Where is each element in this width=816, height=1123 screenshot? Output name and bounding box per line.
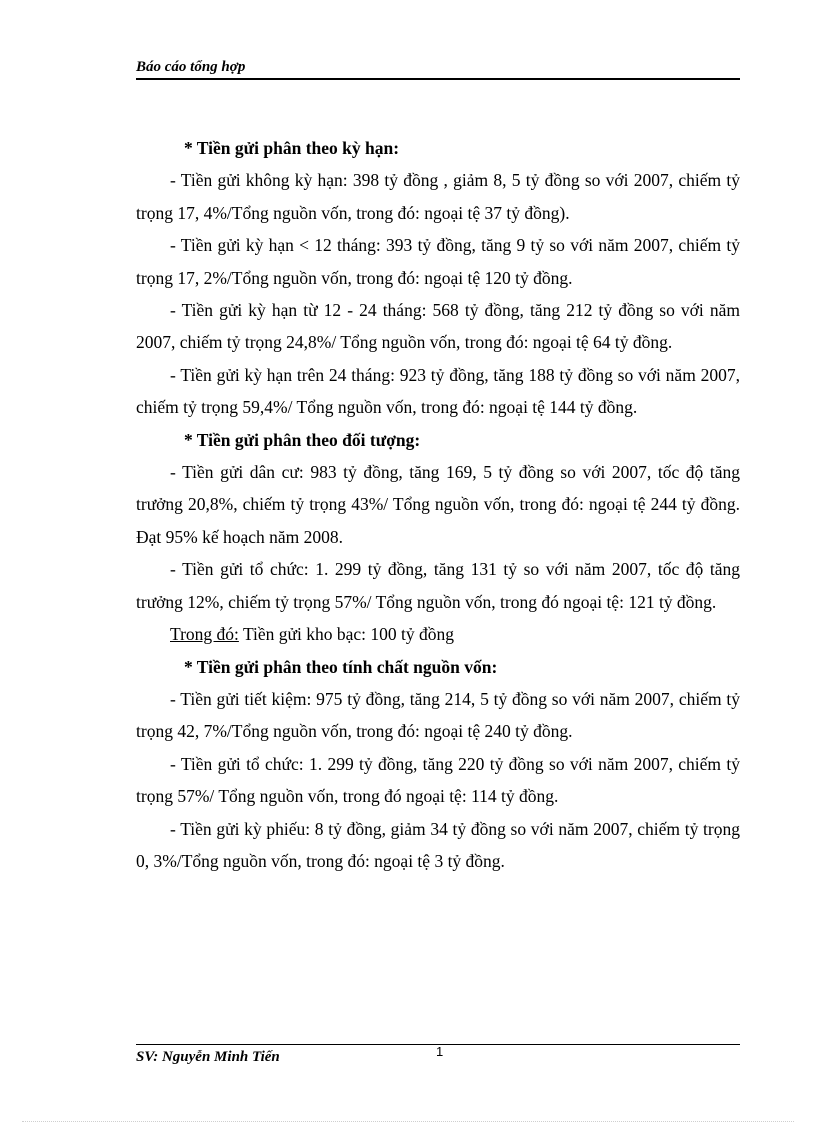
treasury-note-label: Trong đó: bbox=[170, 624, 239, 645]
paragraph-12-24-months: - Tiền gửi kỳ hạn từ 12 - 24 tháng: 568 tỷ đồng, tăng 212 tỷ đồng so với năm 2007, chiếm tỷ trọng 24,8%/ Tổng nguồn vốn, trong đó: ngoại tệ 64 tỷ đồng. bbox=[136, 300, 740, 353]
paragraph-promissory-note: - Tiền gửi kỳ phiếu: 8 tỷ đồng, giảm 34 tỷ đồng so với năm 2007, chiếm tỷ trọng 0, 3%/Tổng nguồn vốn, trong đó: ngoại tệ 3 tỷ đồng. bbox=[136, 818, 740, 871]
footer-author: SV: Nguyễn Minh Tiến bbox=[136, 1049, 280, 1065]
page-header bbox=[136, 58, 740, 80]
paragraph-savings-deposit: - Tiền gửi tiết kiệm: 975 tỷ đồng, tăng 214, 5 tỷ đồng so với năm 2007, chiếm tỷ trọng 42, 7%/Tổng nguồn vốn, trong đó: ngoại tệ 240 tỷ đồng. bbox=[136, 688, 740, 742]
page-number: 1 bbox=[436, 1044, 444, 1059]
header-title: Báo cáo tổng hợp bbox=[136, 59, 246, 75]
section-heading-term: * Tiền gửi phân theo kỳ hạn: bbox=[184, 138, 400, 158]
paragraph-resident-deposit: - Tiền gửi dân cư: 983 tỷ đồng, tăng 169, 5 tỷ đồng so với 2007, tốc độ tăng trưởng 20,8%, chiếm tỷ trọng 43%/ Tổng nguồn vốn, trong đó: ngoại tệ 244 tỷ đồng. Đạt 95% kế hoạch năm 2008. bbox=[136, 462, 740, 547]
page-footer bbox=[136, 1044, 740, 1069]
paragraph-under-12-months: - Tiền gửi kỳ hạn < 12 tháng: 393 tỷ đồng, tăng 9 tỷ so với năm 2007, chiếm tỷ trọng 17, 2%/Tổng nguồn vốn, trong đó: ngoại tệ 120 tỷ đồng. bbox=[136, 235, 740, 288]
paragraph-demand-deposit: - Tiền gửi không kỳ hạn: 398 tỷ đồng , giảm 8, 5 tỷ đồng so với 2007, chiếm tỷ trọng 17, 4%/Tổng nguồn vốn, trong đó: ngoại tệ 37 tỷ đồng). bbox=[136, 170, 740, 223]
page-bottom-edge bbox=[22, 1121, 794, 1122]
paragraph-over-24-months: - Tiền gửi kỳ hạn trên 24 tháng: 923 tỷ đồng, tăng 188 tỷ đồng so với năm 2007, chiếm tỷ trọng 59,4%/ Tổng nguồn vốn, trong đó: ngoại tệ 144 tỷ đồng. bbox=[136, 364, 740, 418]
paragraph-organization-deposit: - Tiền gửi tổ chức: 1. 299 tỷ đồng, tăng 131 tỷ so với năm 2007, tốc độ tăng trưởng 12%, chiếm tỷ trọng 57%/ Tổng nguồn vốn, trong đó ngoại tệ: 121 tỷ đồng. bbox=[136, 559, 740, 612]
treasury-note-text: Tiền gửi kho bạc: 100 tỷ đồng bbox=[238, 624, 455, 645]
section-heading-nature: * Tiền gửi phân theo tính chất nguồn vốn: bbox=[184, 656, 498, 677]
paragraph-treasury-note bbox=[136, 618, 740, 650]
document-body bbox=[136, 132, 740, 877]
section-heading-object: * Tiền gửi phân theo đối tượng: bbox=[184, 429, 421, 450]
paragraph-organization-deposit-2: - Tiền gửi tổ chức: 1. 299 tỷ đồng, tăng 220 tỷ đồng so với năm 2007, chiếm tỷ trọng 57%/ Tổng nguồn vốn, trong đó ngoại tệ: 114 tỷ đồng. bbox=[136, 753, 740, 807]
